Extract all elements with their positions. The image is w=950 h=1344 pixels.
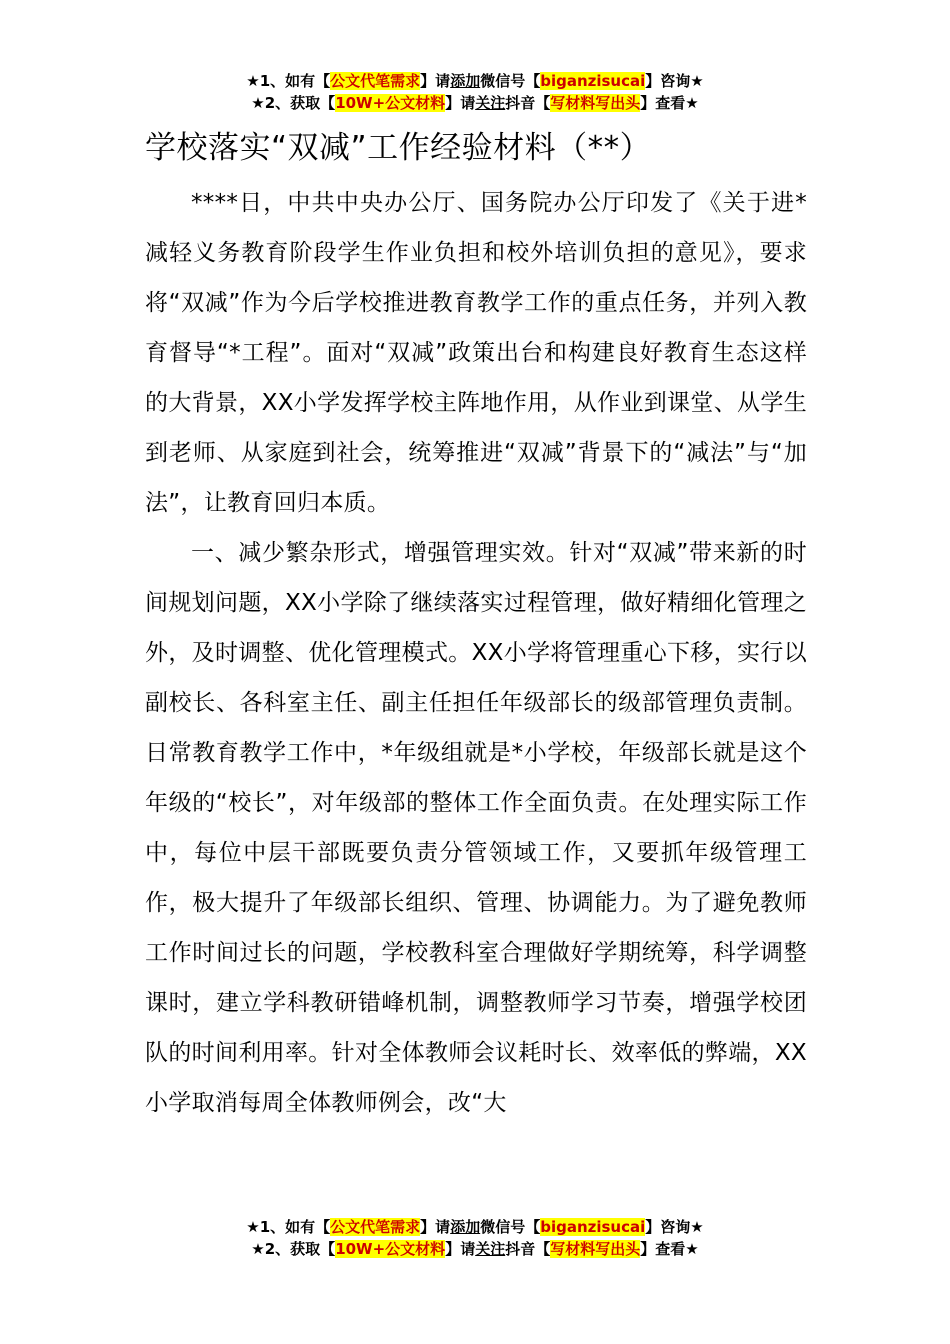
- banner-text: 】请: [420, 72, 451, 90]
- banner-highlight: 10W+公文材料: [335, 94, 446, 112]
- banner-text: 】请: [420, 1218, 451, 1236]
- banner-underline: 关注: [475, 94, 506, 112]
- banner-highlight: 公文代笔需求: [330, 1218, 421, 1236]
- banner-highlight: 写材料写出头: [550, 94, 641, 112]
- banner-text: 微信号【: [480, 1218, 541, 1236]
- banner-line-1: [0, 1216, 950, 1238]
- banner-text: 抖音【: [505, 1240, 551, 1258]
- banner-text: 】咨询★: [645, 1218, 704, 1236]
- banner-text: 抖音【: [505, 94, 551, 112]
- banner-line-2: [0, 1238, 950, 1260]
- banner-text: 】请: [445, 1240, 476, 1258]
- banner-highlight: 写材料写出头: [550, 1240, 641, 1258]
- paragraph-section-1: 一、减少繁杂形式，增强管理实效。针对“双减”带来新的时间规划问题，XX小学除了继续落实过程管理，做好精细化管理之外，及时调整、优化管理模式。XX小学将管理重心下移，实行以副校长、各科室主任、副主任担任年级部长的级部管理负责制。日常教育教学工作中，*年级组就是*小学校，年级部长就是这个年级的“校长”，对年级部的整体工作全面负责。在处理实际工作中，每位中层干部既要负责分管领域工作，又要抓年级管理工作，极大提升了年级部长组织、管理、协调能力。为了避免教师工作时间过长的问题，学校教科室合理做好学期统筹，科学调整课时，建立学科教研错峰机制，调整教师学习节奏，增强学校团队的时间利用率。针对全体教师会议耗时长、效率低的弊端，XX小学取消每周全体教师例会，改“大: [145, 540, 807, 1116]
- banner-text: ★2、获取【: [251, 94, 336, 112]
- document-title: 学校落实“双减”工作经验材料（**）: [145, 130, 652, 166]
- footer-banner: [0, 1216, 950, 1260]
- banner-text: 】查看★: [640, 1240, 699, 1258]
- banner-text: 】请: [445, 94, 476, 112]
- banner-text: 微信号【: [480, 72, 541, 90]
- paragraph-intro: ****日，中共中央办公厅、国务院办公厅印发了《关于进*减轻义务教育阶段学生作业负担和校外培训负担的意见》，要求将“双减”作为今后学校推进教育教学工作的重点任务，并列入教育督导“*工程”。面对“双减”政策出台和构建良好教育生态这样的大背景，XX小学发挥学校主阵地作用，从作业到课堂、从学生到老师、从家庭到社会，统筹推进“双减”背景下的“减法”与“加法”，让教育回归本质。: [145, 190, 807, 516]
- banner-text: 】查看★: [640, 94, 699, 112]
- banner-highlight: biganzisucai: [540, 72, 646, 90]
- banner-line-2: [0, 92, 950, 114]
- banner-line-1: [0, 70, 950, 92]
- banner-text: ★2、获取【: [251, 1240, 336, 1258]
- document-body: [145, 118, 807, 1128]
- banner-underline: 添加: [450, 1218, 481, 1236]
- banner-underline: 添加: [450, 72, 481, 90]
- banner-highlight: 公文代笔需求: [330, 72, 421, 90]
- banner-underline: 关注: [475, 1240, 506, 1258]
- header-banner: [0, 70, 950, 114]
- banner-text: 】咨询★: [645, 72, 704, 90]
- banner-highlight: biganzisucai: [540, 1218, 646, 1236]
- banner-highlight: 10W+公文材料: [335, 1240, 446, 1258]
- banner-text: ★1、如有【: [246, 72, 331, 90]
- banner-text: ★1、如有【: [246, 1218, 331, 1236]
